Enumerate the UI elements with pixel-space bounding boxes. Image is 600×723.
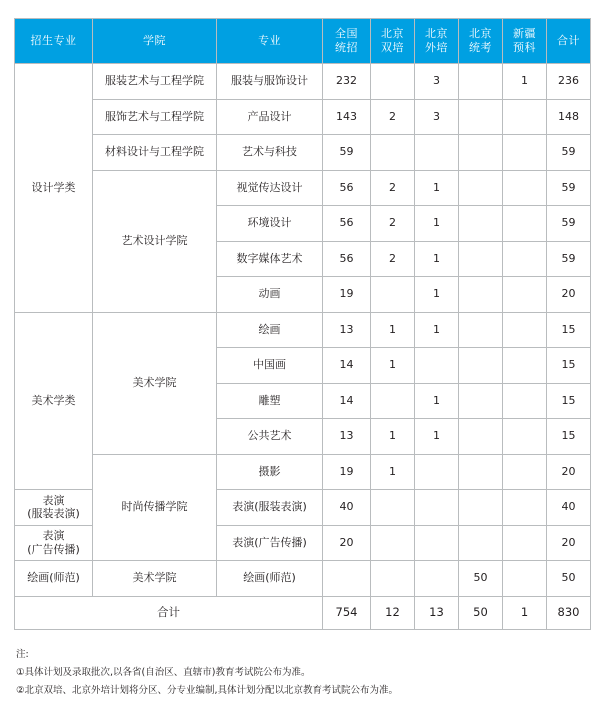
waipei-cell: 1 xyxy=(415,206,459,242)
total-cell: 15 xyxy=(547,383,591,419)
category-design: 设计学类 xyxy=(15,64,93,313)
table-row xyxy=(15,99,591,135)
table-row xyxy=(15,170,591,206)
waipei-cell xyxy=(415,454,459,490)
table-row xyxy=(15,454,591,490)
major-cell: 动画 xyxy=(217,277,323,313)
category-fine-arts: 美术学类 xyxy=(15,312,93,490)
college-fashion-communication: 时尚传播学院 xyxy=(93,454,217,561)
yuke-cell xyxy=(503,348,547,384)
major-cell: 公共艺术 xyxy=(217,419,323,455)
national-cell: 13 xyxy=(323,312,371,348)
header-yuke xyxy=(503,19,547,64)
shuangpei-cell: 1 xyxy=(371,454,415,490)
national-cell: 40 xyxy=(323,490,371,526)
yuke-cell xyxy=(503,170,547,206)
waipei-cell: 1 xyxy=(415,419,459,455)
national-cell: 14 xyxy=(323,348,371,384)
tongkao-cell xyxy=(459,64,503,100)
shuangpei-cell xyxy=(371,277,415,313)
header-shuangpei xyxy=(371,19,415,64)
header-waipei-line1: 北京 xyxy=(425,27,448,41)
college-cell: 服装艺术与工程学院 xyxy=(93,64,217,100)
college-cell: 美术学院 xyxy=(93,561,217,597)
category-line2: (广告传播) xyxy=(27,542,80,556)
national-cell: 56 xyxy=(323,206,371,242)
shuangpei-cell: 1 xyxy=(371,348,415,384)
category-painting-normal: 绘画(师范) xyxy=(15,561,93,597)
national-cell xyxy=(323,561,371,597)
shuangpei-cell xyxy=(371,490,415,526)
category-line2: (服装表演) xyxy=(27,507,80,521)
total-cell: 15 xyxy=(547,419,591,455)
waipei-cell: 3 xyxy=(415,99,459,135)
national-cell: 14 xyxy=(323,383,371,419)
footer-total: 830 xyxy=(547,596,591,629)
footer-label: 合计 xyxy=(15,596,323,629)
national-cell: 143 xyxy=(323,99,371,135)
national-cell: 19 xyxy=(323,454,371,490)
shuangpei-cell: 1 xyxy=(371,419,415,455)
shuangpei-cell xyxy=(371,64,415,100)
major-cell: 数字媒体艺术 xyxy=(217,241,323,277)
header-national xyxy=(323,19,371,64)
notes-title: 注: xyxy=(16,648,29,660)
table-row xyxy=(15,64,591,100)
major-cell: 环境设计 xyxy=(217,206,323,242)
category-line1: 表演 xyxy=(42,529,65,542)
major-cell: 雕塑 xyxy=(217,383,323,419)
total-cell: 236 xyxy=(547,64,591,100)
total-cell: 59 xyxy=(547,206,591,242)
tongkao-cell xyxy=(459,135,503,171)
yuke-cell xyxy=(503,241,547,277)
waipei-cell xyxy=(415,561,459,597)
header-waipei-line2: 外培 xyxy=(425,41,448,54)
total-cell: 148 xyxy=(547,99,591,135)
yuke-cell xyxy=(503,454,547,490)
tongkao-cell xyxy=(459,525,503,561)
yuke-cell xyxy=(503,561,547,597)
major-cell: 摄影 xyxy=(217,454,323,490)
major-cell: 中国画 xyxy=(217,348,323,384)
shuangpei-cell xyxy=(371,561,415,597)
table-header xyxy=(15,19,591,64)
header-tongkao xyxy=(459,19,503,64)
footer-national: 754 xyxy=(323,596,371,629)
note-line-1: ①具体计划及录取批次,以各省(自治区、直辖市)教育考试院公布为准。 xyxy=(16,666,311,678)
yuke-cell xyxy=(503,312,547,348)
waipei-cell xyxy=(415,490,459,526)
shuangpei-cell xyxy=(371,383,415,419)
tongkao-cell xyxy=(459,383,503,419)
table-row xyxy=(15,135,591,171)
header-tongkao-line2: 统考 xyxy=(469,41,492,54)
waipei-cell: 3 xyxy=(415,64,459,100)
category-performance-fashion xyxy=(15,490,93,526)
waipei-cell xyxy=(415,525,459,561)
header-shuangpei-line2: 双培 xyxy=(381,41,404,54)
yuke-cell xyxy=(503,99,547,135)
major-cell: 艺术与科技 xyxy=(217,135,323,171)
notes-section xyxy=(14,646,586,700)
waipei-cell: 1 xyxy=(415,241,459,277)
footer-tongkao: 50 xyxy=(459,596,503,629)
table-body xyxy=(15,64,591,630)
shuangpei-cell: 2 xyxy=(371,170,415,206)
table-row xyxy=(15,312,591,348)
national-cell: 56 xyxy=(323,241,371,277)
footer-shuangpei: 12 xyxy=(371,596,415,629)
header-major: 专业 xyxy=(217,19,323,64)
yuke-cell xyxy=(503,383,547,419)
college-cell: 服饰艺术与工程学院 xyxy=(93,99,217,135)
header-row xyxy=(15,19,591,64)
total-cell: 59 xyxy=(547,241,591,277)
major-cell: 视觉传达设计 xyxy=(217,170,323,206)
total-cell: 20 xyxy=(547,454,591,490)
shuangpei-cell: 2 xyxy=(371,99,415,135)
tongkao-cell xyxy=(459,348,503,384)
footer-waipei: 13 xyxy=(415,596,459,629)
header-national-line2: 统招 xyxy=(335,41,358,54)
shuangpei-cell xyxy=(371,135,415,171)
college-cell: 材料设计与工程学院 xyxy=(93,135,217,171)
national-cell: 20 xyxy=(323,525,371,561)
shuangpei-cell xyxy=(371,525,415,561)
national-cell: 13 xyxy=(323,419,371,455)
tongkao-cell xyxy=(459,490,503,526)
header-yuke-line1: 新疆 xyxy=(513,27,536,41)
waipei-cell xyxy=(415,135,459,171)
shuangpei-cell: 2 xyxy=(371,241,415,277)
footer-yuke: 1 xyxy=(503,596,547,629)
yuke-cell xyxy=(503,135,547,171)
header-category: 招生专业 xyxy=(15,19,93,64)
major-cell: 产品设计 xyxy=(217,99,323,135)
waipei-cell: 1 xyxy=(415,312,459,348)
tongkao-cell xyxy=(459,277,503,313)
category-line1: 表演 xyxy=(42,493,65,507)
college-fine-arts: 美术学院 xyxy=(93,312,217,454)
waipei-cell xyxy=(415,348,459,384)
admission-plan-table xyxy=(14,18,591,630)
waipei-cell: 1 xyxy=(415,277,459,313)
total-cell: 59 xyxy=(547,135,591,171)
yuke-cell xyxy=(503,419,547,455)
header-shuangpei-line1: 北京 xyxy=(381,27,404,41)
total-cell: 20 xyxy=(547,277,591,313)
major-cell: 表演(广告传播) xyxy=(217,525,323,561)
total-cell: 59 xyxy=(547,170,591,206)
yuke-cell xyxy=(503,490,547,526)
yuke-cell xyxy=(503,277,547,313)
college-art-design: 艺术设计学院 xyxy=(93,170,217,312)
national-cell: 59 xyxy=(323,135,371,171)
major-cell: 表演(服装表演) xyxy=(217,490,323,526)
tongkao-cell xyxy=(459,241,503,277)
tongkao-cell: 50 xyxy=(459,561,503,597)
tongkao-cell xyxy=(459,454,503,490)
tongkao-cell xyxy=(459,99,503,135)
header-college: 学院 xyxy=(93,19,217,64)
national-cell: 19 xyxy=(323,277,371,313)
waipei-cell: 1 xyxy=(415,383,459,419)
header-waipei xyxy=(415,19,459,64)
national-cell: 56 xyxy=(323,170,371,206)
tongkao-cell xyxy=(459,312,503,348)
table-footer-row xyxy=(15,596,591,629)
shuangpei-cell: 2 xyxy=(371,206,415,242)
shuangpei-cell: 1 xyxy=(371,312,415,348)
total-cell: 15 xyxy=(547,312,591,348)
category-performance-advertising xyxy=(15,525,93,561)
major-cell: 绘画 xyxy=(217,312,323,348)
waipei-cell: 1 xyxy=(415,170,459,206)
yuke-cell: 1 xyxy=(503,64,547,100)
total-cell: 20 xyxy=(547,525,591,561)
yuke-cell xyxy=(503,206,547,242)
major-cell: 服装与服饰设计 xyxy=(217,64,323,100)
total-cell: 40 xyxy=(547,490,591,526)
tongkao-cell xyxy=(459,206,503,242)
table-row xyxy=(15,561,591,597)
total-cell: 50 xyxy=(547,561,591,597)
header-national-line1: 全国 xyxy=(335,27,358,41)
header-total: 合计 xyxy=(547,19,591,64)
national-cell: 232 xyxy=(323,64,371,100)
header-tongkao-line1: 北京 xyxy=(469,27,492,41)
header-yuke-line2: 预科 xyxy=(513,41,536,54)
major-cell: 绘画(师范) xyxy=(217,561,323,597)
note-line-2: ②北京双培、北京外培计划将分区、分专业编制,具体计划分配以北京教育考试院公布为准。 xyxy=(16,684,399,696)
tongkao-cell xyxy=(459,170,503,206)
yuke-cell xyxy=(503,525,547,561)
total-cell: 15 xyxy=(547,348,591,384)
tongkao-cell xyxy=(459,419,503,455)
